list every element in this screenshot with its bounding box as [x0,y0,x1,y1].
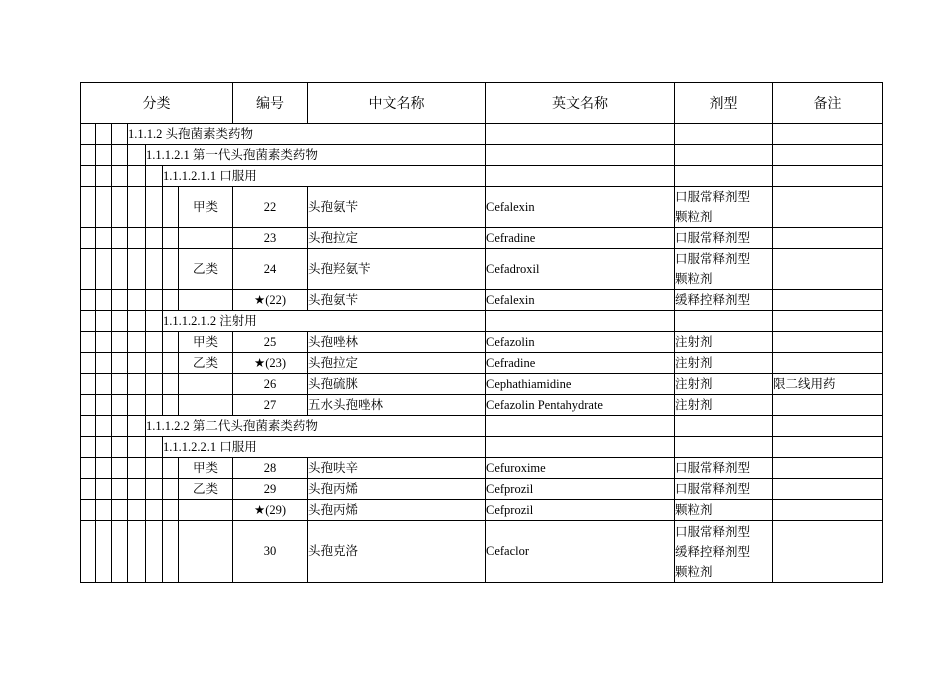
header-en-name: 英文名称 [486,83,675,124]
number-cell: 24 [233,249,308,290]
dosage-form: 口服常释剂型 [675,252,751,266]
section-heading: 1.1.1.2 头孢菌素类药物 [128,124,486,145]
drug-list-table [80,82,883,583]
table-row [81,353,883,374]
cn-name-cell: 头孢丙烯 [308,479,486,500]
dosage-form: 颗粒剂 [675,210,713,224]
dosage-form: 注射剂 [675,335,713,349]
dosage-form: 口服常释剂型 [675,482,751,496]
number-cell: ★(22) [233,290,308,311]
dosage-form-cell [675,395,773,416]
section-row [81,416,883,437]
section-row [81,311,883,332]
class-cell: 甲类 [179,187,233,228]
class-cell [179,374,233,395]
section-heading: 1.1.1.2.2.1 口服用 [163,437,486,458]
cn-name-cell: 头孢氨苄 [308,187,486,228]
dosage-form: 口服常释剂型 [675,190,751,204]
table-row [81,479,883,500]
number-cell: 29 [233,479,308,500]
en-name-cell: Cefaclor [486,521,675,583]
dosage-form: 注射剂 [675,398,713,412]
en-name-cell: Cefradine [486,228,675,249]
en-name-cell: Cefadroxil [486,249,675,290]
en-name-cell: Cefprozil [486,479,675,500]
table-row [81,395,883,416]
number-cell: ★(23) [233,353,308,374]
dosage-form: 口服常释剂型 [675,231,751,245]
dosage-form: 缓释控释剂型 [675,544,751,559]
cn-name-cell: 头孢硫脒 [308,374,486,395]
remark-cell [773,249,883,290]
dosage-form: 颗粒剂 [675,564,713,579]
class-cell [179,500,233,521]
header-category: 分类 [81,83,233,124]
en-name-cell: Cefazolin [486,332,675,353]
table-row [81,228,883,249]
dosage-form-cell [675,374,773,395]
remark-cell [773,353,883,374]
dosage-form: 颗粒剂 [675,503,713,517]
cn-name-cell: 头孢丙烯 [308,500,486,521]
class-cell [179,228,233,249]
header-number: 编号 [233,83,308,124]
dosage-form: 缓释控释剂型 [675,293,751,307]
cn-name-cell: 头孢呋辛 [308,458,486,479]
remark-cell: 限二线用药 [773,374,883,395]
class-cell [179,290,233,311]
remark-cell [773,395,883,416]
dosage-form: 口服常释剂型 [675,524,751,539]
class-cell: 乙类 [179,249,233,290]
remark-cell [773,479,883,500]
header-row [81,83,883,124]
number-cell: 30 [233,521,308,583]
cn-name-cell: 头孢克洛 [308,521,486,583]
dosage-form-cell [675,479,773,500]
en-name-cell: Cefalexin [486,290,675,311]
section-row [81,145,883,166]
remark-cell [773,228,883,249]
number-cell: 23 [233,228,308,249]
table-row [81,332,883,353]
class-cell [179,395,233,416]
dosage-form: 注射剂 [675,356,713,370]
number-cell: 26 [233,374,308,395]
section-heading: 1.1.1.2.1 第一代头孢菌素类药物 [146,145,486,166]
dosage-form: 注射剂 [675,377,713,391]
number-cell: 28 [233,458,308,479]
section-heading: 1.1.1.2.2 第二代头孢菌素类药物 [146,416,486,437]
dosage-form-cell [675,521,773,583]
remark-cell [773,458,883,479]
remark-cell [773,290,883,311]
class-cell: 乙类 [179,353,233,374]
class-cell: 甲类 [179,332,233,353]
cn-name-cell: 头孢唑林 [308,332,486,353]
cn-name-cell: 五水头孢唑林 [308,395,486,416]
table-row [81,521,883,583]
en-name-cell: Cefradine [486,353,675,374]
class-cell: 乙类 [179,479,233,500]
remark-cell [773,332,883,353]
cn-name-cell: 头孢羟氨苄 [308,249,486,290]
dosage-form-cell [675,458,773,479]
class-cell: 甲类 [179,458,233,479]
en-name-cell: Cefuroxime [486,458,675,479]
class-cell [179,521,233,583]
dosage-form-cell [675,332,773,353]
number-cell: 27 [233,395,308,416]
dosage-form-cell [675,249,773,290]
table-row [81,249,883,290]
remark-cell [773,500,883,521]
en-name-cell: Cephathiamidine [486,374,675,395]
table-row [81,187,883,228]
cn-name-cell: 头孢氨苄 [308,290,486,311]
dosage-form-cell [675,353,773,374]
table-row [81,374,883,395]
cn-name-cell: 头孢拉定 [308,353,486,374]
header-cn-name: 中文名称 [308,83,486,124]
section-row [81,124,883,145]
section-row [81,166,883,187]
header-remark: 备注 [773,83,883,124]
dosage-form-cell [675,500,773,521]
en-name-cell: Cefprozil [486,500,675,521]
dosage-form-cell [675,228,773,249]
dosage-form-cell [675,187,773,228]
header-dosage-form: 剂型 [675,83,773,124]
number-cell: ★(29) [233,500,308,521]
remark-cell [773,521,883,583]
remark-cell [773,187,883,228]
dosage-form-cell [675,290,773,311]
table-row [81,458,883,479]
en-name-cell: Cefalexin [486,187,675,228]
cn-name-cell: 头孢拉定 [308,228,486,249]
dosage-form: 口服常释剂型 [675,461,751,475]
section-heading: 1.1.1.2.1.1 口服用 [163,166,486,187]
dosage-form: 颗粒剂 [675,272,713,286]
section-heading: 1.1.1.2.1.2 注射用 [163,311,486,332]
number-cell: 25 [233,332,308,353]
en-name-cell: Cefazolin Pentahydrate [486,395,675,416]
number-cell: 22 [233,187,308,228]
section-row [81,437,883,458]
table-row [81,290,883,311]
table-row [81,500,883,521]
